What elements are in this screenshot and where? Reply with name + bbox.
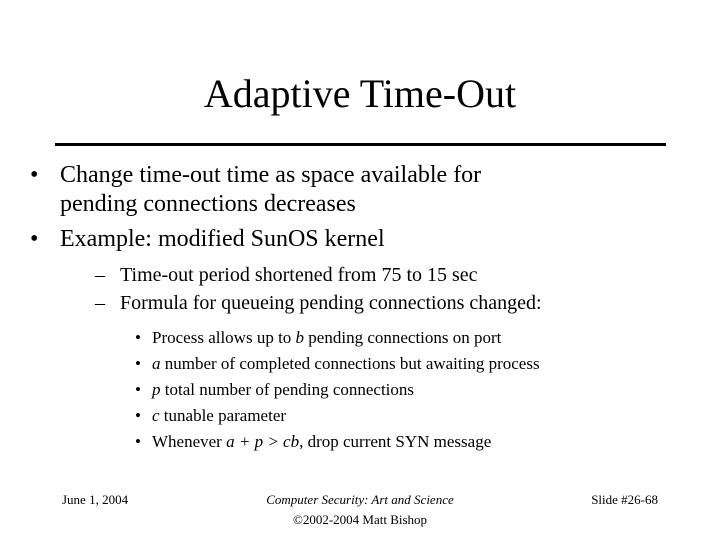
dash-marker: – <box>95 292 105 314</box>
bullet-marker: • <box>30 162 39 188</box>
variable: c <box>152 406 160 425</box>
sub-sub-bullet-1 <box>135 327 502 348</box>
text: pending connections on port <box>304 328 502 347</box>
bullet-marker: • <box>135 328 141 347</box>
title-divider <box>55 143 666 146</box>
bullet-marker: • <box>135 380 141 399</box>
footer-book-title: Computer Security: Art and Science <box>266 492 454 507</box>
bullet-marker: • <box>135 406 141 425</box>
sub-bullet-1 <box>95 263 478 287</box>
dash-marker: – <box>95 264 105 286</box>
bullet-marker: • <box>30 226 39 252</box>
variable: a + p > cb <box>226 432 300 451</box>
sub-bullet-2 <box>95 291 542 315</box>
text: , drop current SYN message <box>299 432 492 451</box>
variable: p <box>152 380 161 399</box>
footer-slide-number: Slide #26-68 <box>591 492 658 507</box>
sub-bullet-text: Formula for queueing pending connections changed: <box>120 292 542 314</box>
bullet-marker: • <box>135 354 141 373</box>
footer-copyright: ©2002-2004 Matt Bishop <box>292 512 428 527</box>
bullet-text-cont: pending connections decreases <box>60 191 356 217</box>
footer-date: June 1, 2004 <box>62 492 129 507</box>
slide-title: Adaptive Time-Out <box>203 71 517 116</box>
sub-sub-bullet-5 <box>135 431 492 452</box>
variable: b <box>295 328 305 347</box>
sub-sub-bullet-3 <box>135 379 415 400</box>
sub-sub-bullet-2 <box>135 353 540 374</box>
bullet-marker: • <box>135 432 141 451</box>
sub-bullet-text: Time-out period shortened from 75 to 15 sec <box>120 264 478 286</box>
bullet-text: Change time-out time as space available for <box>60 162 482 188</box>
bullet-text: Example: modified SunOS kernel <box>60 226 385 252</box>
variable: a <box>152 354 161 373</box>
text: Process allows up to <box>152 328 296 347</box>
text: total number of pending connections <box>160 380 415 399</box>
sub-sub-bullet-4 <box>135 405 287 426</box>
text: tunable parameter <box>159 406 287 425</box>
text: number of completed connections but awaiting process <box>160 354 540 373</box>
text: Whenever <box>152 432 227 451</box>
